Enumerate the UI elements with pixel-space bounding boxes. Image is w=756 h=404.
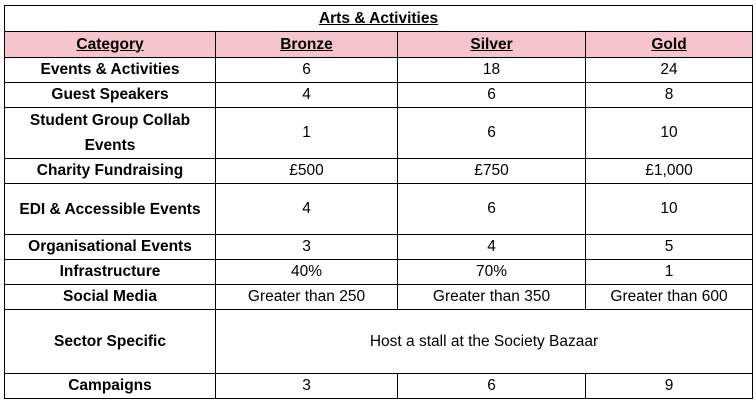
row-label: Infrastructure [5,260,216,285]
gold-cell: 5 [586,235,753,260]
gold-cell: 10 [586,184,753,235]
row-label: Campaigns [5,374,216,399]
table-wrapper [4,5,753,399]
gold-cell: 24 [586,58,753,83]
merged-requirement-cell: Host a stall at the Society Bazaar [216,310,753,374]
silver-cell: £750 [398,159,586,184]
header-gold: Gold [586,32,753,58]
gold-cell: Greater than 600 [586,285,753,310]
table-row [5,310,753,374]
gold-cell: £1,000 [586,159,753,184]
gold-cell: 9 [586,374,753,399]
silver-cell: 18 [398,58,586,83]
row-label: Student Group Collab Events [5,108,216,159]
silver-cell: 4 [398,235,586,260]
silver-cell: 6 [398,374,586,399]
gold-cell: 1 [586,260,753,285]
bronze-cell: 4 [216,83,398,108]
row-label: Guest Speakers [5,83,216,108]
bronze-cell: 3 [216,374,398,399]
table-row [5,58,753,83]
header-silver: Silver [398,32,586,58]
table-row [5,235,753,260]
bronze-cell: 3 [216,235,398,260]
row-label: EDI & Accessible Events [5,184,216,235]
bronze-cell: 40% [216,260,398,285]
title-row [5,6,753,32]
gold-cell: 10 [586,108,753,159]
table-row [5,83,753,108]
gold-cell: 8 [586,83,753,108]
row-label: Social Media [5,285,216,310]
bronze-cell: Greater than 250 [216,285,398,310]
header-bronze: Bronze [216,32,398,58]
row-label: Organisational Events [5,235,216,260]
table-row [5,184,753,235]
arts-activities-table [4,5,753,399]
silver-cell: 70% [398,260,586,285]
row-label: Events & Activities [5,58,216,83]
table-title: Arts & Activities [5,6,753,32]
row-label: Sector Specific [5,310,216,374]
table-row [5,285,753,310]
silver-cell: 6 [398,83,586,108]
table-row [5,374,753,399]
header-row [5,32,753,58]
bronze-cell: 4 [216,184,398,235]
bronze-cell: 1 [216,108,398,159]
table-row [5,260,753,285]
silver-cell: 6 [398,184,586,235]
bronze-cell: 6 [216,58,398,83]
table-row [5,108,753,159]
bronze-cell: £500 [216,159,398,184]
table-row [5,159,753,184]
row-label: Charity Fundraising [5,159,216,184]
silver-cell: Greater than 350 [398,285,586,310]
header-category: Category [5,32,216,58]
silver-cell: 6 [398,108,586,159]
